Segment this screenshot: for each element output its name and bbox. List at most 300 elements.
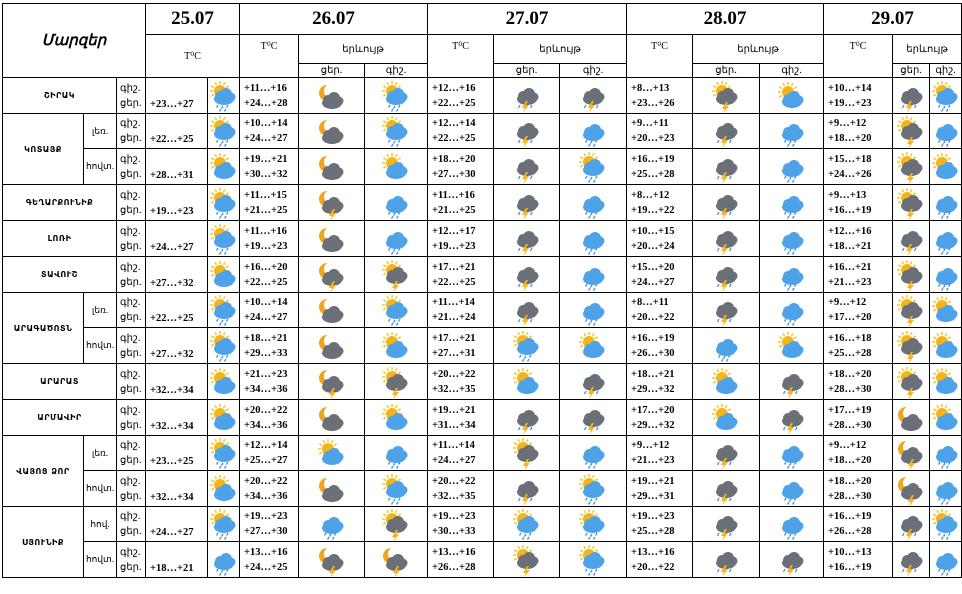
- night-label: գիշ.: [120, 82, 141, 94]
- weather-day-header: ցեր.: [299, 64, 365, 78]
- temp-range: [627, 293, 693, 328]
- day-label: ցեր.: [120, 383, 142, 395]
- day-temp: +20…+22: [631, 312, 675, 323]
- day-label: ցեր.: [120, 133, 142, 144]
- time-labels: [117, 507, 146, 542]
- temp-25: +22…+25: [146, 114, 208, 149]
- temp-25: +27…+32: [146, 328, 208, 364]
- rain-cloud-icon: [365, 221, 428, 257]
- sun-cloud-icon: [208, 471, 240, 507]
- night-temp: +11…+16: [244, 82, 287, 94]
- time-labels: [117, 542, 146, 578]
- table-row: [3, 436, 962, 471]
- table-row: [3, 114, 962, 149]
- sun-cloud-icon: [560, 328, 627, 364]
- rain-cloud-icon: [760, 436, 824, 471]
- temp-range: [240, 507, 299, 542]
- region-name: ԳԵՂԱՐՔՈՒՆԻՔ: [3, 185, 117, 221]
- table-row: [3, 471, 962, 507]
- temp-range: [824, 400, 893, 436]
- night-label: գիշ.: [120, 297, 141, 308]
- temp-range: [428, 114, 494, 149]
- table-row: [3, 507, 962, 542]
- night-label: գիշ.: [120, 546, 141, 558]
- day-temp: +30…+32: [244, 168, 288, 180]
- day-temp: +20…+22: [631, 561, 675, 573]
- temp-25: +27…+32: [146, 257, 208, 293]
- night-temp: +21…+23: [244, 368, 288, 380]
- moon-lightning-icon: [893, 471, 930, 507]
- moon-lightning-icon: [299, 542, 365, 578]
- table-row: [3, 293, 962, 328]
- night-label: գիշ.: [120, 404, 141, 416]
- day-temp: +26…+30: [631, 347, 675, 359]
- night-temp: +9…+12: [631, 440, 670, 451]
- rain-cloud-icon: [760, 257, 824, 293]
- temp-range: [240, 542, 299, 578]
- temp-range: [824, 149, 893, 185]
- rain-cloud-icon: [930, 221, 962, 257]
- storm-cloud-icon: [893, 221, 930, 257]
- day-temp: +27…+30: [244, 526, 288, 537]
- rain-cloud-icon: [365, 436, 428, 471]
- moon-lightning-icon: [299, 257, 365, 293]
- storm-cloud-icon: [494, 78, 560, 114]
- corner-header: Մարզեր: [3, 4, 146, 78]
- weather-night-header: գիշ.: [930, 64, 962, 78]
- time-labels: [117, 185, 146, 221]
- sun-rain-cloud-icon: [208, 221, 240, 257]
- sun-rain-cloud-icon: [208, 78, 240, 114]
- night-temp: +12…+16: [828, 225, 872, 237]
- time-labels: [117, 436, 146, 471]
- night-temp: +11…+14: [432, 440, 475, 451]
- rain-cloud-icon: [930, 542, 962, 578]
- rain-cloud-icon: [760, 221, 824, 257]
- storm-cloud-icon: [760, 400, 824, 436]
- night-label: գիշ.: [120, 368, 141, 380]
- night-temp: +16…+19: [631, 153, 675, 165]
- day-temp: +18…+20: [828, 133, 872, 144]
- temp-range: [627, 257, 693, 293]
- temp-range: [428, 257, 494, 293]
- subregion-label: հովտ.: [84, 471, 117, 507]
- night-temp: +19…+21: [432, 404, 476, 416]
- day-temp: +19…+23: [828, 97, 872, 109]
- night-temp: +16…+19: [631, 332, 675, 344]
- day-temp: +25…+28: [631, 168, 675, 180]
- day-label: ցեր.: [120, 526, 142, 537]
- storm-cloud-icon: [560, 78, 627, 114]
- temp-range: [627, 364, 693, 400]
- temp-25: +32…+34: [146, 400, 208, 436]
- time-labels: [117, 78, 146, 114]
- region-name: ԿՈՏԱՅՔ: [3, 114, 84, 185]
- temp-25: +32…+34: [146, 471, 208, 507]
- day-temp: +22…+25: [432, 276, 476, 288]
- temp-range: [428, 185, 494, 221]
- temp-range: [428, 293, 494, 328]
- storm-cloud-icon: [693, 257, 760, 293]
- day-label: ցեր.: [120, 490, 142, 502]
- sun-cloud-icon: [760, 328, 824, 364]
- table-row: [3, 185, 962, 221]
- temp-range: [240, 221, 299, 257]
- sun-cloud-icon: [693, 364, 760, 400]
- moon-lightning-icon: [299, 364, 365, 400]
- temp-25: +24…+27: [146, 221, 208, 257]
- night-label: գիշ.: [120, 189, 141, 201]
- sun-rain-cloud-icon: [365, 114, 428, 149]
- temp-range: [428, 542, 494, 578]
- sun-cloud-lightning-icon: [365, 507, 428, 542]
- date-header-29.07: 29.07: [824, 4, 962, 35]
- temp-range: [824, 185, 893, 221]
- night-temp: +12…+14: [432, 118, 476, 129]
- rain-cloud-icon: [930, 436, 962, 471]
- storm-cloud-icon: [693, 293, 760, 328]
- night-temp: +12…+17: [432, 225, 476, 237]
- night-label: գիշ.: [120, 440, 141, 451]
- moon-lightning-icon: [893, 436, 930, 471]
- temp-25: +32…+34: [146, 364, 208, 400]
- night-temp: +17…+21: [432, 332, 476, 344]
- storm-cloud-icon: [494, 257, 560, 293]
- rain-cloud-icon: [560, 114, 627, 149]
- moon-lightning-icon: [299, 185, 365, 221]
- sun-rain-cloud-icon: [208, 328, 240, 364]
- day-temp: +24…+27: [244, 133, 288, 144]
- night-label: գիշ.: [120, 225, 141, 237]
- day-temp: +18…+21: [828, 240, 872, 252]
- temp-range: [627, 507, 693, 542]
- temp-25: +28…+31: [146, 149, 208, 185]
- day-label: ցեր.: [120, 276, 142, 288]
- night-temp: +19…+23: [432, 511, 476, 522]
- time-labels: [117, 114, 146, 149]
- region-name: ԱՐԱՐԱՏ: [3, 364, 117, 400]
- rain-cloud-icon: [560, 257, 627, 293]
- storm-cloud-icon: [494, 114, 560, 149]
- night-temp: +9…+13: [828, 189, 867, 201]
- night-temp: +9…+12: [828, 440, 867, 451]
- moon-cloud-icon: [299, 221, 365, 257]
- rain-cloud-icon: [930, 471, 962, 507]
- sun-rain-cloud-icon: [208, 185, 240, 221]
- day-temp: +24…+27: [631, 276, 675, 288]
- sun-cloud-icon: [930, 400, 962, 436]
- day-temp: +16…+19: [828, 561, 872, 573]
- weather-night-header: գիշ.: [365, 64, 428, 78]
- day-label: ցեր.: [120, 347, 142, 359]
- sun-rain-cloud-icon: [365, 78, 428, 114]
- temp-range: [824, 257, 893, 293]
- sun-rain-cloud-icon: [208, 293, 240, 328]
- rain-cloud-icon: [299, 507, 365, 542]
- date-header-26.07: 26.07: [240, 4, 428, 35]
- storm-cloud-icon: [693, 185, 760, 221]
- region-name: ՇԻՐԱԿ: [3, 78, 117, 114]
- table-row: [3, 400, 962, 436]
- sun-cloud-icon: [365, 400, 428, 436]
- sun-cloud-lightning-icon: [893, 149, 930, 185]
- temp-range: [428, 400, 494, 436]
- table-row: [3, 257, 962, 293]
- temp-range: [627, 78, 693, 114]
- sun-rain-cloud-icon: [560, 507, 627, 542]
- temp-range: [627, 114, 693, 149]
- storm-cloud-icon: [760, 364, 824, 400]
- region-name: ՏԱՎՈՒՇ: [3, 257, 117, 293]
- subregion-label: լեռ.: [84, 436, 117, 471]
- night-temp: +13…+16: [244, 546, 288, 558]
- day-temp: +29…+32: [631, 419, 675, 431]
- rain-cloud-icon: [760, 149, 824, 185]
- subregion-label: լեռ.: [84, 114, 117, 149]
- night-temp: +11…+14: [432, 297, 475, 308]
- temp-range: [824, 293, 893, 328]
- sun-cloud-lightning-icon: [893, 293, 930, 328]
- sun-cloud-icon: [208, 149, 240, 185]
- temp-header: T⁰C: [627, 35, 693, 78]
- night-temp: +10…+14: [244, 118, 288, 129]
- day-temp: +34…+36: [244, 383, 288, 395]
- table-row: [3, 221, 962, 257]
- region-name: ԱՐԱԳԱԾՈՏՆ: [3, 293, 84, 364]
- temp-range: [824, 471, 893, 507]
- temp-range: [428, 328, 494, 364]
- temp-range: [627, 185, 693, 221]
- sun-cloud-lightning-icon: [494, 542, 560, 578]
- time-labels: [117, 293, 146, 328]
- day-temp: +25…+28: [828, 347, 872, 359]
- day-temp: +24…+27: [432, 455, 476, 466]
- day-temp: +26…+28: [432, 561, 476, 573]
- day-label: ցեր.: [120, 168, 142, 180]
- rain-cloud-icon: [560, 293, 627, 328]
- temp-range: [240, 471, 299, 507]
- time-labels: [117, 328, 146, 364]
- sun-rain-cloud-icon: [560, 542, 627, 578]
- day-temp: +21…+23: [828, 276, 872, 288]
- storm-cloud-icon: [693, 542, 760, 578]
- moon-cloud-icon: [299, 114, 365, 149]
- sun-cloud-lightning-icon: [893, 257, 930, 293]
- day-temp: +26…+28: [828, 526, 872, 537]
- day-label: ցեր.: [120, 240, 142, 252]
- day-temp: +21…+25: [244, 204, 288, 216]
- night-temp: +16…+18: [828, 332, 872, 344]
- temp-25: +24…+27: [146, 507, 208, 542]
- weather-night-header: գիշ.: [760, 64, 824, 78]
- night-temp: +16…+19: [828, 511, 872, 522]
- sun-cloud-icon: [494, 364, 560, 400]
- storm-cloud-icon: [693, 471, 760, 507]
- temp-range: [627, 328, 693, 364]
- night-temp: +15…+20: [631, 261, 675, 273]
- rain-cloud-icon: [760, 293, 824, 328]
- night-temp: +17…+20: [631, 404, 675, 416]
- temp-25: +22…+25: [146, 293, 208, 328]
- date-header-28.07: 28.07: [627, 4, 824, 35]
- temp-range: [627, 471, 693, 507]
- weather-header: երևույթ: [494, 35, 627, 64]
- sun-cloud-lightning-icon: [494, 436, 560, 471]
- subregion-label: հովտ.: [84, 328, 117, 364]
- rain-cloud-icon: [760, 114, 824, 149]
- night-temp: +20…+22: [244, 475, 288, 487]
- day-temp: +28…+30: [828, 383, 872, 395]
- night-temp: +18…+21: [244, 332, 288, 344]
- storm-cloud-icon: [560, 364, 627, 400]
- temp-range: [240, 257, 299, 293]
- night-temp: +11…+16: [432, 189, 475, 201]
- temp-range: [824, 436, 893, 471]
- day-temp: +19…+23: [244, 240, 288, 252]
- rain-cloud-icon: [560, 436, 627, 471]
- temp-range: [824, 78, 893, 114]
- day-temp: +24…+28: [244, 97, 288, 109]
- night-temp: +20…+22: [432, 368, 476, 380]
- sun-cloud-lightning-icon: [365, 257, 428, 293]
- temp-range: [824, 221, 893, 257]
- day-temp: +28…+30: [828, 419, 872, 431]
- rain-cloud-icon: [760, 507, 824, 542]
- night-temp: +20…+22: [432, 475, 476, 487]
- day-label: ցեր.: [120, 312, 142, 323]
- storm-cloud-icon: [693, 436, 760, 471]
- night-temp: +19…+23: [244, 511, 288, 522]
- storm-cloud-icon: [693, 221, 760, 257]
- day-temp: +22…+25: [432, 97, 476, 109]
- moon-cloud-icon: [299, 149, 365, 185]
- sun-cloud-icon: [693, 400, 760, 436]
- table-row: [3, 542, 962, 578]
- temp-range: [240, 78, 299, 114]
- night-temp: +9…+12: [828, 297, 867, 308]
- day-temp: +21…+23: [631, 455, 675, 466]
- temp-25: +23…+25: [146, 436, 208, 471]
- table-row: [3, 78, 962, 114]
- weather-day-header: ցեր.: [693, 64, 760, 78]
- sun-rain-cloud-icon: [494, 328, 560, 364]
- weather-day-header: ցեր.: [893, 64, 930, 78]
- moon-cloud-icon: [299, 293, 365, 328]
- night-temp: +15…+18: [828, 153, 872, 165]
- time-labels: [117, 400, 146, 436]
- weather-night-header: գիշ.: [560, 64, 627, 78]
- night-temp: +12…+14: [244, 440, 288, 451]
- temp-range: [428, 221, 494, 257]
- sun-cloud-lightning-icon: [693, 78, 760, 114]
- moon-cloud-icon: [893, 400, 930, 436]
- night-temp: +18…+21: [631, 368, 675, 380]
- temp-range: [428, 471, 494, 507]
- storm-cloud-icon: [893, 507, 930, 542]
- day-label: ցեր.: [120, 561, 142, 573]
- rain-cloud-icon: [693, 328, 760, 364]
- temp-range: [240, 436, 299, 471]
- day-temp: +20…+24: [631, 240, 675, 252]
- rain-cloud-icon: [930, 257, 962, 293]
- sun-rain-cloud-icon: [560, 471, 627, 507]
- night-temp: +16…+20: [244, 261, 288, 273]
- table-row: [3, 328, 962, 364]
- storm-cloud-icon: [494, 149, 560, 185]
- night-temp: +13…+16: [631, 546, 675, 558]
- storm-cloud-icon: [494, 185, 560, 221]
- sun-cloud-icon: [930, 149, 962, 185]
- night-temp: +20…+22: [244, 404, 288, 416]
- temp-range: [428, 364, 494, 400]
- night-temp: +10…+14: [828, 82, 872, 94]
- day-temp: +27…+30: [432, 168, 476, 180]
- sun-cloud-icon: [365, 149, 428, 185]
- temp-range: [824, 328, 893, 364]
- date-header-25.07: 25.07: [146, 4, 240, 35]
- time-labels: [117, 364, 146, 400]
- storm-cloud-icon: [693, 114, 760, 149]
- weather-header: երևույթ: [299, 35, 428, 64]
- storm-cloud-icon: [893, 542, 930, 578]
- time-labels: [117, 149, 146, 185]
- storm-cloud-icon: [760, 542, 824, 578]
- night-label: գիշ.: [120, 475, 141, 487]
- night-temp: +9…+11: [631, 118, 669, 129]
- sun-rain-cloud-icon: [365, 471, 428, 507]
- night-temp: +19…+23: [631, 511, 675, 522]
- sun-rain-cloud-icon: [930, 78, 962, 114]
- night-temp: +18…+20: [828, 368, 872, 380]
- day-temp: +25…+27: [244, 455, 288, 466]
- sun-cloud-icon: [930, 364, 962, 400]
- temp-range: [627, 400, 693, 436]
- time-labels: [117, 221, 146, 257]
- rain-cloud-icon: [560, 221, 627, 257]
- day-label: ցեր.: [120, 455, 142, 466]
- sun-cloud-lightning-icon: [893, 328, 930, 364]
- day-temp: +34…+36: [244, 490, 288, 502]
- day-temp: +17…+20: [828, 312, 872, 323]
- night-temp: +19…+21: [631, 475, 675, 487]
- moon-cloud-icon: [299, 78, 365, 114]
- weather-header: երևույթ: [693, 35, 824, 64]
- subregion-label: հովտ.: [84, 542, 117, 578]
- night-temp: +10…+15: [631, 225, 675, 237]
- day-temp: +29…+32: [631, 383, 675, 395]
- day-temp: +19…+22: [631, 204, 675, 216]
- temp-range: [240, 400, 299, 436]
- night-temp: +11…+15: [244, 189, 287, 201]
- table-row: [3, 364, 962, 400]
- day-label: ցեր.: [120, 97, 142, 109]
- time-labels: [117, 471, 146, 507]
- region-name: ԼՈՌԻ: [3, 221, 117, 257]
- weather-header: երևույթ: [893, 35, 962, 64]
- day-label: ցեր.: [120, 204, 142, 216]
- sun-cloud-lightning-icon: [365, 364, 428, 400]
- sun-cloud-icon: [208, 257, 240, 293]
- moon-cloud-icon: [299, 471, 365, 507]
- sun-cloud-icon: [208, 400, 240, 436]
- day-temp: +32…+35: [432, 490, 476, 502]
- day-temp: +16…+19: [828, 204, 872, 216]
- night-temp: +13…+16: [432, 546, 476, 558]
- sun-cloud-icon: [930, 293, 962, 328]
- storm-cloud-icon: [494, 400, 560, 436]
- sun-cloud-icon: [365, 328, 428, 364]
- sun-rain-cloud-icon: [365, 293, 428, 328]
